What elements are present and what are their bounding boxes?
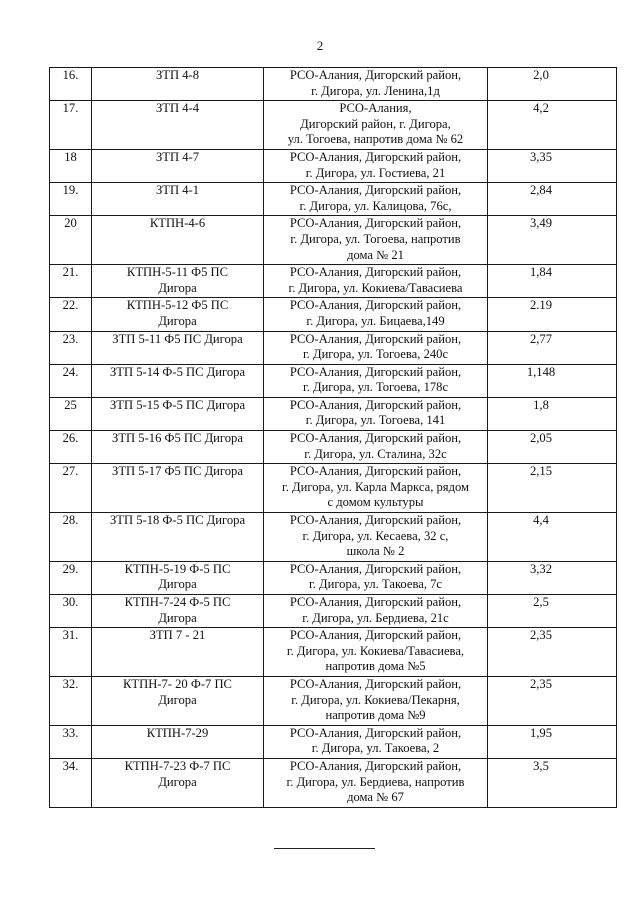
table-row bbox=[50, 595, 617, 628]
substation-name bbox=[92, 364, 264, 397]
substation-name bbox=[92, 331, 264, 364]
value-cell: 3,49 bbox=[488, 216, 617, 265]
substation-address bbox=[264, 183, 488, 216]
substation-name bbox=[92, 101, 264, 150]
value-cell: 1,84 bbox=[488, 265, 617, 298]
substation-name-line: Дигора bbox=[158, 313, 197, 328]
substation-name bbox=[92, 758, 264, 807]
value-cell: 2,05 bbox=[488, 431, 617, 464]
substation-address bbox=[264, 149, 488, 182]
address-line: школа № 2 bbox=[346, 544, 405, 559]
substation-name-line: ЗТП 5-14 Ф-5 ПС Дигора bbox=[109, 364, 246, 379]
value-cell: 4,4 bbox=[488, 513, 617, 562]
substation-name-line: ЗТП 4-1 bbox=[155, 183, 200, 198]
address-line: с домом культуры bbox=[327, 495, 424, 510]
address-line: дома № 21 bbox=[347, 247, 404, 262]
row-number: 31. bbox=[50, 628, 92, 677]
address-line: РСО-Алания, Дигорский район, bbox=[289, 149, 462, 164]
table-row bbox=[50, 216, 617, 265]
value-cell: 2,5 bbox=[488, 595, 617, 628]
value-cell: 1,95 bbox=[488, 725, 617, 758]
substation-address bbox=[264, 364, 488, 397]
address-line: РСО-Алания, bbox=[339, 101, 412, 116]
value-cell: 2,0 bbox=[488, 68, 617, 101]
row-number: 30. bbox=[50, 595, 92, 628]
value-cell: 2,35 bbox=[488, 676, 617, 725]
substation-address bbox=[264, 561, 488, 594]
table-body bbox=[50, 68, 617, 808]
substation-address bbox=[264, 397, 488, 430]
address-line: г. Дигора, ул. Тогоева, напротив bbox=[290, 231, 461, 246]
address-line: г. Дигора, ул. Тогоева, 240с bbox=[302, 347, 449, 362]
table-row bbox=[50, 676, 617, 725]
substation-name-line: ЗТП 4-7 bbox=[155, 149, 200, 164]
value-cell: 3,35 bbox=[488, 149, 617, 182]
substation-name-line: КТПН-7-24 Ф-5 ПС bbox=[124, 595, 231, 609]
substation-address bbox=[264, 676, 488, 725]
value-cell: 1,148 bbox=[488, 364, 617, 397]
address-line: г. Дигора, ул. Тогоева, 141 bbox=[305, 413, 446, 428]
address-line: РСО-Алания, Дигорский район, bbox=[289, 561, 462, 576]
page-number: 2 bbox=[316, 38, 324, 53]
substation-name-line: Дигора bbox=[158, 610, 197, 625]
row-number: 32. bbox=[50, 676, 92, 725]
table-row bbox=[50, 68, 617, 101]
substation-name bbox=[92, 595, 264, 628]
value-cell: 2,77 bbox=[488, 331, 617, 364]
address-line: г. Дигора, ул. Кокиева/Пекарня, bbox=[291, 692, 460, 707]
substation-address bbox=[264, 725, 488, 758]
substation-name bbox=[92, 183, 264, 216]
substation-address bbox=[264, 513, 488, 562]
address-line: РСО-Алания, Дигорский район, bbox=[289, 364, 462, 379]
row-number: 26. bbox=[50, 431, 92, 464]
substation-name-line: КТПН-7-29 bbox=[146, 725, 209, 740]
substation-name-line: ЗТП 4-8 bbox=[155, 68, 200, 82]
row-number: 17. bbox=[50, 101, 92, 150]
substation-address bbox=[264, 595, 488, 628]
table-row bbox=[50, 628, 617, 677]
address-line: г. Дигора, ул. Бердиева, 21с bbox=[302, 610, 449, 625]
substation-address bbox=[264, 464, 488, 513]
substation-name-line: Дигора bbox=[158, 774, 197, 789]
address-line: РСО-Алания, Дигорский район, bbox=[289, 758, 462, 773]
address-line: г. Дигора, ул. Кокиева/Тавасиева bbox=[288, 280, 463, 295]
address-line: напротив дома №5 bbox=[325, 659, 426, 674]
table-row bbox=[50, 149, 617, 182]
substation-address bbox=[264, 298, 488, 331]
table-row bbox=[50, 101, 617, 150]
substation-name-line: ЗТП 5-16 Ф5 ПС Дигора bbox=[112, 431, 243, 446]
address-line: г. Дигора, ул. Такоева, 2 bbox=[311, 741, 440, 756]
table-row bbox=[50, 265, 617, 298]
row-number: 22. bbox=[50, 298, 92, 331]
value-cell: 2,15 bbox=[488, 464, 617, 513]
address-line: РСО-Алания, Дигорский район, bbox=[289, 331, 462, 346]
address-line: ул. Тогоева, напротив дома № 62 bbox=[287, 132, 464, 147]
table-row bbox=[50, 513, 617, 562]
substation-name-line: ЗТП 5-17 Ф5 ПС Дигора bbox=[112, 464, 243, 479]
address-line: г. Дигора, ул. Бердиева, напротив bbox=[286, 774, 465, 789]
address-line: г. Дигора, ул. Карла Маркса, рядом bbox=[281, 479, 470, 494]
value-cell: 2.19 bbox=[488, 298, 617, 331]
substation-address bbox=[264, 431, 488, 464]
substation-name bbox=[92, 149, 264, 182]
substation-name bbox=[92, 216, 264, 265]
address-line: РСО-Алания, Дигорский район, bbox=[289, 183, 462, 198]
row-number: 16. bbox=[50, 68, 92, 101]
value-cell: 3,32 bbox=[488, 561, 617, 594]
value-cell: 1,8 bbox=[488, 397, 617, 430]
address-line: РСО-Алания, Дигорский район, bbox=[289, 725, 462, 740]
row-number: 23. bbox=[50, 331, 92, 364]
table-row bbox=[50, 183, 617, 216]
substation-name-line: ЗТП 7 - 21 bbox=[149, 628, 206, 643]
address-line: РСО-Алания, Дигорский район, bbox=[289, 676, 462, 691]
address-line: РСО-Алания, Дигорский район, bbox=[289, 628, 462, 643]
substation-name bbox=[92, 725, 264, 758]
address-line: напротив дома №9 bbox=[325, 708, 426, 723]
substation-name-line: ЗТП 5-15 Ф-5 ПС Дигора bbox=[109, 397, 246, 412]
address-line: РСО-Алания, Дигорский район, bbox=[289, 513, 462, 528]
substation-name bbox=[92, 298, 264, 331]
substation-name bbox=[92, 628, 264, 677]
value-cell: 3,5 bbox=[488, 758, 617, 807]
substation-name bbox=[92, 68, 264, 101]
substation-name-line: Дигора bbox=[158, 692, 197, 707]
substation-name bbox=[92, 265, 264, 298]
substation-name-line: ЗТП 4-4 bbox=[155, 101, 200, 116]
substation-name-line: КТПН-4-6 bbox=[149, 216, 206, 231]
address-line: РСО-Алания, Дигорский район, bbox=[289, 595, 462, 609]
address-line: г. Дигора, ул. Сталина, 32с bbox=[304, 446, 447, 461]
value-cell: 2,84 bbox=[488, 183, 617, 216]
address-line: г. Дигора, ул. Такоева, 7с bbox=[308, 577, 443, 592]
substation-address bbox=[264, 216, 488, 265]
table-row bbox=[50, 331, 617, 364]
substation-name bbox=[92, 397, 264, 430]
row-number: 25 bbox=[50, 397, 92, 430]
address-line: г. Дигора, ул. Кокиева/Тавасиева, bbox=[286, 643, 465, 658]
address-line: г. Дигора, ул. Кесаева, 32 с, bbox=[302, 528, 449, 543]
substation-name-line: ЗТП 5-18 Ф-5 ПС Дигора bbox=[109, 513, 246, 528]
substation-name bbox=[92, 464, 264, 513]
row-number: 33. bbox=[50, 725, 92, 758]
address-line: РСО-Алания, Дигорский район, bbox=[289, 298, 462, 313]
substation-address bbox=[264, 331, 488, 364]
row-number: 19. bbox=[50, 183, 92, 216]
address-line: Дигорский район, г. Дигора, bbox=[300, 116, 451, 131]
substations-table bbox=[49, 67, 617, 808]
substation-name-line: КТПН-5-19 Ф-5 ПС bbox=[124, 561, 231, 576]
address-line: дома № 67 bbox=[347, 790, 404, 805]
substation-name-line: ЗТП 5-11 Ф5 ПС Дигора bbox=[112, 331, 243, 346]
substation-name-line: КТПН-7- 20 Ф-7 ПС bbox=[123, 676, 232, 691]
table-row bbox=[50, 397, 617, 430]
row-number: 18 bbox=[50, 149, 92, 182]
table-row bbox=[50, 364, 617, 397]
address-line: г. Дигора, ул. Гостиева, 21 bbox=[305, 165, 446, 180]
substation-address bbox=[264, 758, 488, 807]
address-line: г. Дигора, ул. Тогоева, 178с bbox=[302, 380, 449, 395]
substation-name-line: КТПН-7-23 Ф-7 ПС bbox=[124, 758, 231, 773]
address-line: РСО-Алания, Дигорский район, bbox=[289, 397, 462, 412]
substation-name bbox=[92, 431, 264, 464]
substation-address bbox=[264, 265, 488, 298]
table-row bbox=[50, 725, 617, 758]
row-number: 24. bbox=[50, 364, 92, 397]
row-number: 29. bbox=[50, 561, 92, 594]
substation-name bbox=[92, 676, 264, 725]
table-row bbox=[50, 431, 617, 464]
row-number: 34. bbox=[50, 758, 92, 807]
address-line: РСО-Алания, Дигорский район, bbox=[289, 431, 462, 446]
address-line: г. Дигора, ул. Бицаева,149 bbox=[306, 313, 445, 328]
address-line: РСО-Алания, Дигорский район, bbox=[289, 464, 462, 479]
value-cell: 4,2 bbox=[488, 101, 617, 150]
substation-address bbox=[264, 101, 488, 150]
address-line: РСО-Алания, Дигорский район, bbox=[289, 216, 462, 231]
table-row bbox=[50, 464, 617, 513]
address-line: г. Дигора, ул. Ленина,1д bbox=[311, 83, 440, 98]
substation-name-line: Дигора bbox=[158, 280, 197, 295]
substation-name-line: КТПН-5-12 Ф5 ПС bbox=[126, 298, 229, 313]
substation-name-line: КТПН-5-11 Ф5 ПС bbox=[126, 265, 229, 280]
address-line: г. Дигора, ул. Калицова, 76с, bbox=[299, 198, 452, 213]
substation-name-line: Дигора bbox=[158, 577, 197, 592]
row-number: 20 bbox=[50, 216, 92, 265]
row-number: 28. bbox=[50, 513, 92, 562]
row-number: 21. bbox=[50, 265, 92, 298]
address-line: РСО-Алания, Дигорский район, bbox=[289, 68, 462, 82]
table-row bbox=[50, 561, 617, 594]
footer-rule bbox=[274, 848, 375, 849]
substation-name bbox=[92, 513, 264, 562]
row-number: 27. bbox=[50, 464, 92, 513]
substation-name bbox=[92, 561, 264, 594]
address-line: РСО-Алания, Дигорский район, bbox=[289, 265, 462, 280]
table-row bbox=[50, 298, 617, 331]
substation-address bbox=[264, 628, 488, 677]
substation-address bbox=[264, 68, 488, 101]
value-cell: 2,35 bbox=[488, 628, 617, 677]
table-row bbox=[50, 758, 617, 807]
